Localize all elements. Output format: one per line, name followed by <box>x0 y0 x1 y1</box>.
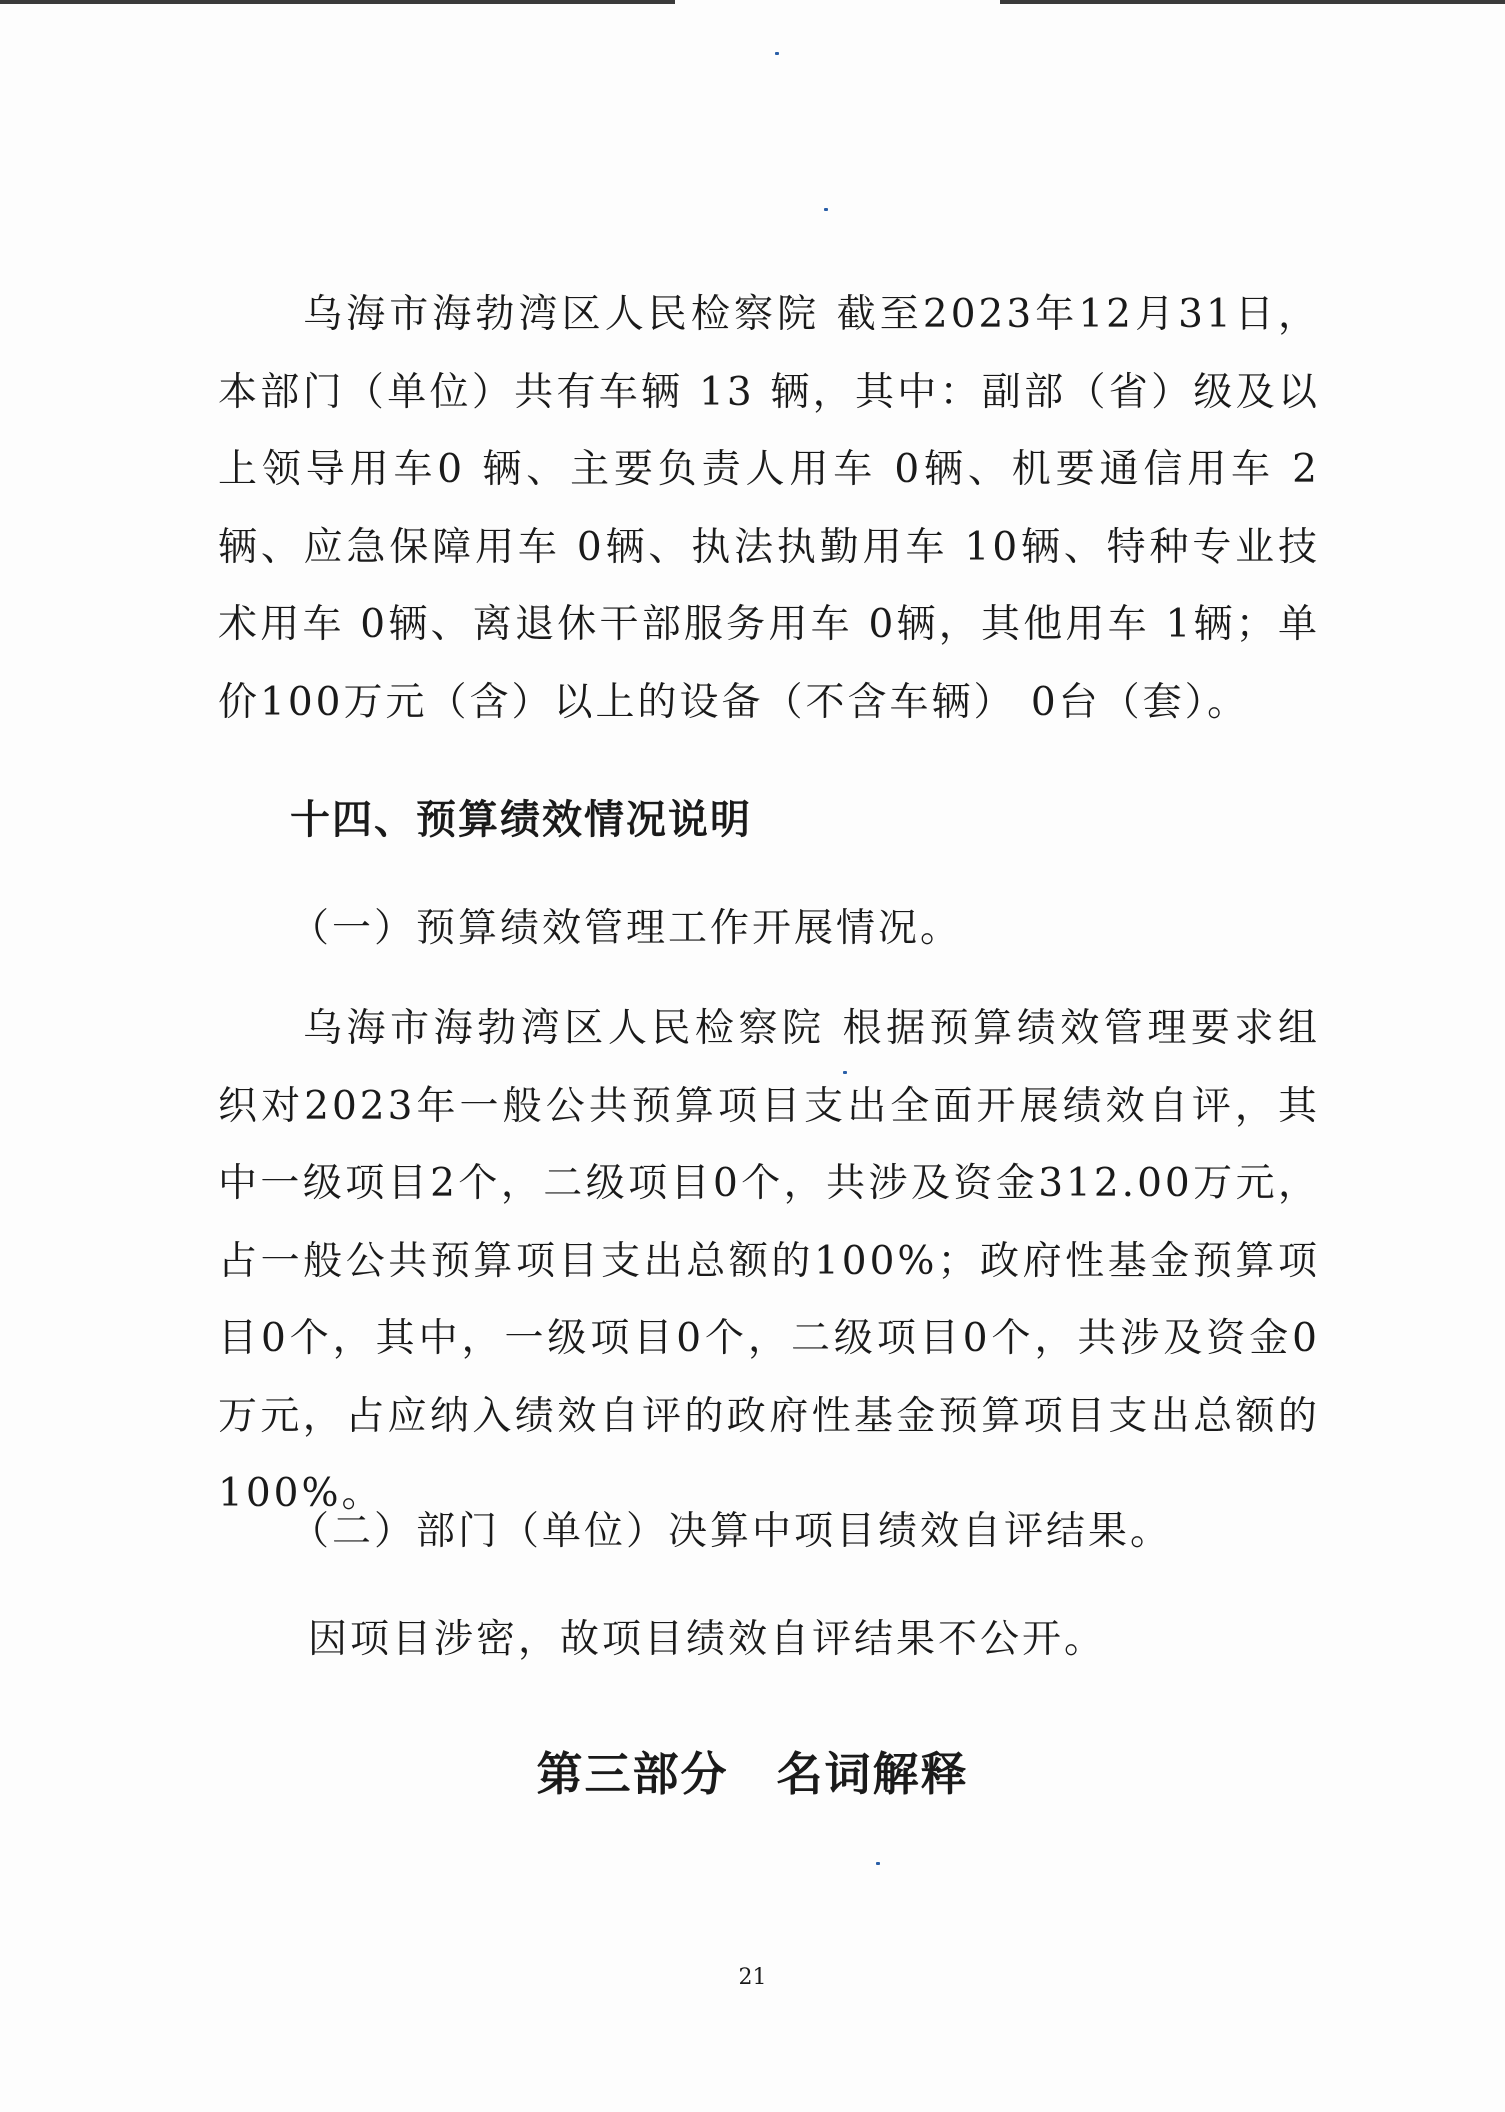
section-14-heading: 十四、预算绩效情况说明 <box>290 797 752 843</box>
scan-edge-top-left <box>0 0 675 4</box>
subheading-2: （二）部门（单位）决算中项目绩效自评结果。 <box>290 1509 1173 1554</box>
scan-speck <box>824 208 828 211</box>
scan-speck <box>876 1862 880 1865</box>
subheading-1: （一）预算绩效管理工作开展情况。 <box>290 906 963 951</box>
page-number: 21 <box>738 1965 767 1990</box>
confidential-paragraph: 因项目涉密，故项目绩效自评结果不公开。 <box>308 1617 1107 1662</box>
scan-speck <box>775 52 779 55</box>
performance-work-paragraph: 乌海市海勃湾区人民检察院 根据预算绩效管理要求组织对2023年一般公共预算项目支出全面开展绩效自评，其中一级项目2个，二级项目0个，共涉及资金312.00万元，占一般公共预算项目支出总额的100%；政府性基金预算项目0个，其中，一级项目0个，二级项目0个，共涉及资金0万元，占应纳入绩效自评的政府性基金预算项目支出总额的100%。 <box>218 1006 1320 1516</box>
vehicles-paragraph: 乌海市海勃湾区人民检察院 截至2023年12月31日，本部门（单位）共有车辆 13 辆，其中：副部（省）级及以上领导用车0 辆、主要负责人用车 0辆、机要通信用车 2辆、应急保障用车 0辆、执法执勤用车 10辆、特种专业技术用车 0辆、离退休干部服务用车 0辆，其他用车 1辆；单价100万元（含）以上的设备（不含车辆） 0台（套）。 <box>218 292 1320 725</box>
scan-edge-top-right <box>1000 0 1505 4</box>
part-3-title: 第三部分 名词解释 <box>536 1747 969 1801</box>
